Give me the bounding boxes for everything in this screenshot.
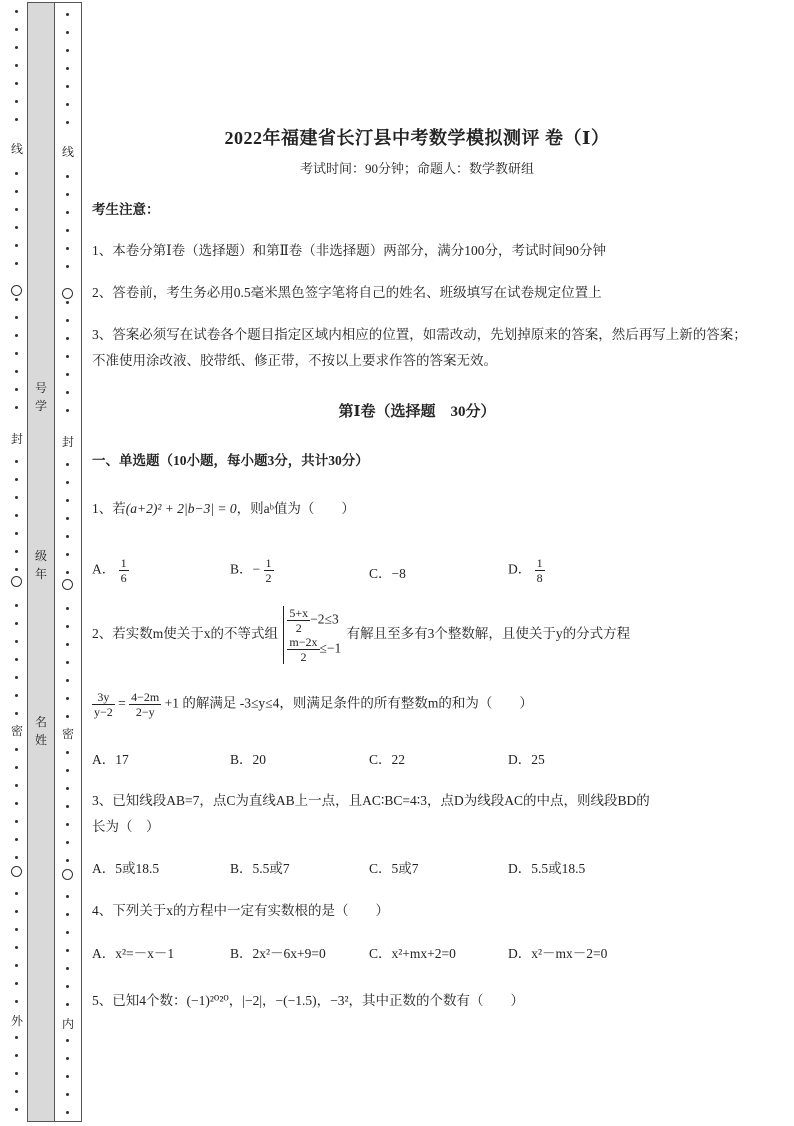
- seal-dot: [15, 838, 18, 841]
- seal-dot: [66, 625, 69, 628]
- seal-dot: [15, 316, 18, 319]
- question-2: 2、若实数m使关于x的不等式组 $\frac{5+x}{2}$ −2≤3 $\frac{m-2x}{2}$ ≤−1 有解且至多有3个整数解，且使关于y的分式方程: [92, 606, 631, 664]
- seal-char: 线: [61, 145, 74, 159]
- seal-dot: [15, 964, 18, 967]
- seal-dot: [66, 103, 69, 106]
- seal-dot: [15, 118, 18, 121]
- question-4: 4、下列关于x的方程中一定有实数根的是（ ）: [92, 903, 389, 918]
- seal-dot: [15, 514, 18, 517]
- seal-ring: [11, 866, 22, 877]
- seal-dot: [15, 334, 18, 337]
- question-3-options: [92, 857, 732, 883]
- seal-char: 封: [61, 435, 74, 449]
- grade-label: 级 年: [34, 549, 47, 581]
- seal-dot: [15, 712, 18, 715]
- seal-ring: [62, 579, 73, 590]
- seal-dot: [15, 28, 18, 31]
- seal-dot: [15, 370, 18, 373]
- seal-dot: [66, 841, 69, 844]
- seal-dot: [66, 13, 69, 16]
- seal-dot: [66, 859, 69, 862]
- seal-dot: [66, 715, 69, 718]
- seal-dot: [15, 622, 18, 625]
- seal-dot: [66, 409, 69, 412]
- seal-dot: [15, 100, 18, 103]
- seal-dot: [66, 787, 69, 790]
- seal-dot: [15, 208, 18, 211]
- option-c[interactable]: C．x²+mx+2=0: [369, 946, 456, 961]
- option-c[interactable]: C．22: [369, 752, 406, 767]
- seal-char: 内: [61, 1017, 74, 1031]
- seal-dot: [15, 388, 18, 391]
- seal-dot: [66, 1075, 69, 1078]
- seal-dot: [15, 820, 18, 823]
- exam-subtitle: 考试时间：90分钟；命题人：数学教研组: [299, 161, 534, 176]
- seal-dot: [66, 355, 69, 358]
- seal-dot: [15, 784, 18, 787]
- seal-dot: [15, 478, 18, 481]
- seal-dot: [66, 121, 69, 124]
- seal-dot: [15, 1054, 18, 1057]
- seal-dot: [15, 802, 18, 805]
- section-title: 第Ⅰ卷（选择题 30分）: [338, 404, 496, 420]
- seal-dot: [66, 895, 69, 898]
- seal-dot: [66, 319, 69, 322]
- seal-dot: [15, 982, 18, 985]
- seal-char: 密: [61, 727, 74, 741]
- seal-char: 封: [10, 432, 23, 446]
- seal-dot: [66, 1093, 69, 1096]
- question-3: 3、已知线段AB=7，点C为直线AB上一点，且AC∶BC=4∶3，点D为线段AC的中点，则线段BD的 长为（ ）: [92, 793, 650, 834]
- seal-dot: [66, 1003, 69, 1006]
- seal-dot: [15, 244, 18, 247]
- option-d[interactable]: D．x²－mx－2=0: [508, 946, 608, 961]
- seal-ring: [62, 288, 73, 299]
- seal-dot: [66, 1039, 69, 1042]
- question-2-equation: $\frac{3y}{y-2}$ = $\frac{4-2m}{2-y}$ +1 的解满足 -3≤y≤4，则满足条件的所有整数m的和为（ ）: [94, 690, 533, 719]
- seal-dot: [66, 31, 69, 34]
- seal-dot: [15, 928, 18, 931]
- seal-dot: [15, 604, 18, 607]
- seal-dot: [15, 694, 18, 697]
- student-id-label: 号 学: [34, 381, 47, 413]
- notice-item-2: 2、答卷前，考生务必用0.5毫米黑色签字笔将自己的姓名、班级填写在试卷规定位置上: [92, 285, 602, 300]
- option-c[interactable]: C．5或7: [369, 861, 419, 876]
- seal-dot: [66, 967, 69, 970]
- option-a[interactable]: A．5或18.5: [92, 861, 160, 876]
- seal-dot: [66, 949, 69, 952]
- seal-dot: [15, 658, 18, 661]
- seal-dot: [66, 571, 69, 574]
- question-1-options: [92, 556, 732, 585]
- option-c[interactable]: C．−8: [369, 566, 406, 581]
- seal-dot: [66, 751, 69, 754]
- option-d[interactable]: D．5.5或18.5: [508, 861, 586, 876]
- seal-dot: [66, 247, 69, 250]
- inequality-system: $\frac{5+x}{2}$ −2≤3 $\frac{m-2x}{2}$ ≤−1: [283, 606, 341, 664]
- question-5: 5、已知4个数：(−1)²⁰²⁰，|−2|，−(−1.5)，−3²，其中正数的个数有（ ）: [92, 993, 525, 1008]
- seal-dot: [66, 985, 69, 988]
- seal-dot: [15, 352, 18, 355]
- seal-dot: [66, 373, 69, 376]
- seal-dot: [15, 10, 18, 13]
- seal-ring: [11, 285, 22, 296]
- question-4-options: [92, 942, 732, 968]
- seal-char: 线: [10, 142, 23, 156]
- binding-margin: [0, 0, 84, 1123]
- option-b[interactable]: B．2x²－6x+9=0: [230, 946, 326, 961]
- option-b[interactable]: B．− $\frac{1}{2}$: [230, 556, 272, 585]
- seal-dot: [66, 1111, 69, 1114]
- seal-dot: [66, 67, 69, 70]
- seal-dot: [15, 82, 18, 85]
- seal-dot: [66, 337, 69, 340]
- seal-dot: [15, 406, 18, 409]
- seal-char: 密: [10, 724, 23, 738]
- seal-dot: [15, 496, 18, 499]
- option-a[interactable]: A．x²=－x－1: [92, 946, 175, 961]
- outer-seal-line: [10, 0, 24, 1123]
- seal-dot: [15, 640, 18, 643]
- seal-dot: [15, 766, 18, 769]
- seal-dot: [66, 1057, 69, 1060]
- seal-dot: [66, 697, 69, 700]
- seal-dot: [66, 643, 69, 646]
- seal-dot: [15, 1090, 18, 1093]
- seal-dot: [15, 226, 18, 229]
- seal-dot: [15, 64, 18, 67]
- seal-dot: [66, 607, 69, 610]
- seal-dot: [15, 568, 18, 571]
- seal-dot: [15, 298, 18, 301]
- option-d[interactable]: D． $\frac{1}{8}$: [508, 556, 543, 585]
- name-label: 名 姓: [34, 715, 47, 747]
- seal-dot: [66, 535, 69, 538]
- option-b[interactable]: B．20: [230, 752, 267, 767]
- seal-ring: [11, 576, 22, 587]
- notice-item-3: 3、答案必须写在试卷各个题目指定区域内相应的位置，如需改动，先划掉原来的答案，然后再写上新的答案；不准使用涂改液、胶带纸、修正带，不按以上要求作答的答案无效。: [92, 327, 747, 368]
- seal-dot: [66, 499, 69, 502]
- seal-dot: [66, 391, 69, 394]
- inner-seal-box: [54, 2, 82, 1122]
- seal-dot: [66, 463, 69, 466]
- seal-dot: [15, 1000, 18, 1003]
- seal-dot: [15, 1036, 18, 1039]
- seal-dot: [15, 946, 18, 949]
- seal-dot: [66, 193, 69, 196]
- seal-dot: [66, 553, 69, 556]
- seal-dot: [15, 910, 18, 913]
- question-1: 1、若(a+2)² + 2|b−3| = 0，则aᵇ值为（ ）: [92, 501, 355, 516]
- inner-seal-line: [61, 3, 75, 1126]
- seal-dot: [66, 85, 69, 88]
- seal-dot: [15, 532, 18, 535]
- notice-item-1: 1、本卷分第Ⅰ卷（选择题）和第Ⅱ卷（非选择题）两部分，满分100分，考试时间90分钟: [92, 243, 607, 258]
- seal-dot: [15, 262, 18, 265]
- seal-dot: [66, 517, 69, 520]
- seal-dot: [15, 550, 18, 553]
- seal-dot: [66, 301, 69, 304]
- seal-dot: [15, 460, 18, 463]
- seal-dot: [66, 679, 69, 682]
- option-b[interactable]: B．5.5或7: [230, 861, 290, 876]
- seal-dot: [15, 1108, 18, 1111]
- seal-dot: [15, 46, 18, 49]
- part-heading: 一、单选题（10小题，每小题3分，共计30分）: [92, 453, 369, 468]
- seal-dot: [15, 190, 18, 193]
- seal-dot: [66, 823, 69, 826]
- option-a[interactable]: A．17: [92, 752, 129, 767]
- exam-title: 2022年福建省长汀县中考数学模拟测评 卷（Ⅰ）: [224, 128, 610, 148]
- seal-dot: [66, 211, 69, 214]
- seal-dot: [66, 661, 69, 664]
- seal-dot: [15, 856, 18, 859]
- student-info-band: [27, 2, 55, 1122]
- notice-heading: 考生注意：: [92, 202, 160, 217]
- seal-dot: [66, 481, 69, 484]
- seal-dot: [66, 769, 69, 772]
- option-a[interactable]: A． $\frac{1}{6}$: [92, 556, 127, 585]
- seal-dot: [66, 175, 69, 178]
- seal-char: 外: [10, 1014, 23, 1028]
- seal-dot: [66, 913, 69, 916]
- seal-dot: [66, 931, 69, 934]
- seal-dot: [66, 265, 69, 268]
- seal-dot: [15, 1072, 18, 1075]
- option-d[interactable]: D．25: [508, 752, 545, 767]
- seal-dot: [15, 172, 18, 175]
- question-2-options: [92, 748, 732, 774]
- seal-dot: [15, 676, 18, 679]
- seal-dot: [15, 892, 18, 895]
- seal-dot: [15, 748, 18, 751]
- seal-dot: [66, 805, 69, 808]
- seal-dot: [66, 49, 69, 52]
- seal-dot: [66, 229, 69, 232]
- seal-ring: [62, 869, 73, 880]
